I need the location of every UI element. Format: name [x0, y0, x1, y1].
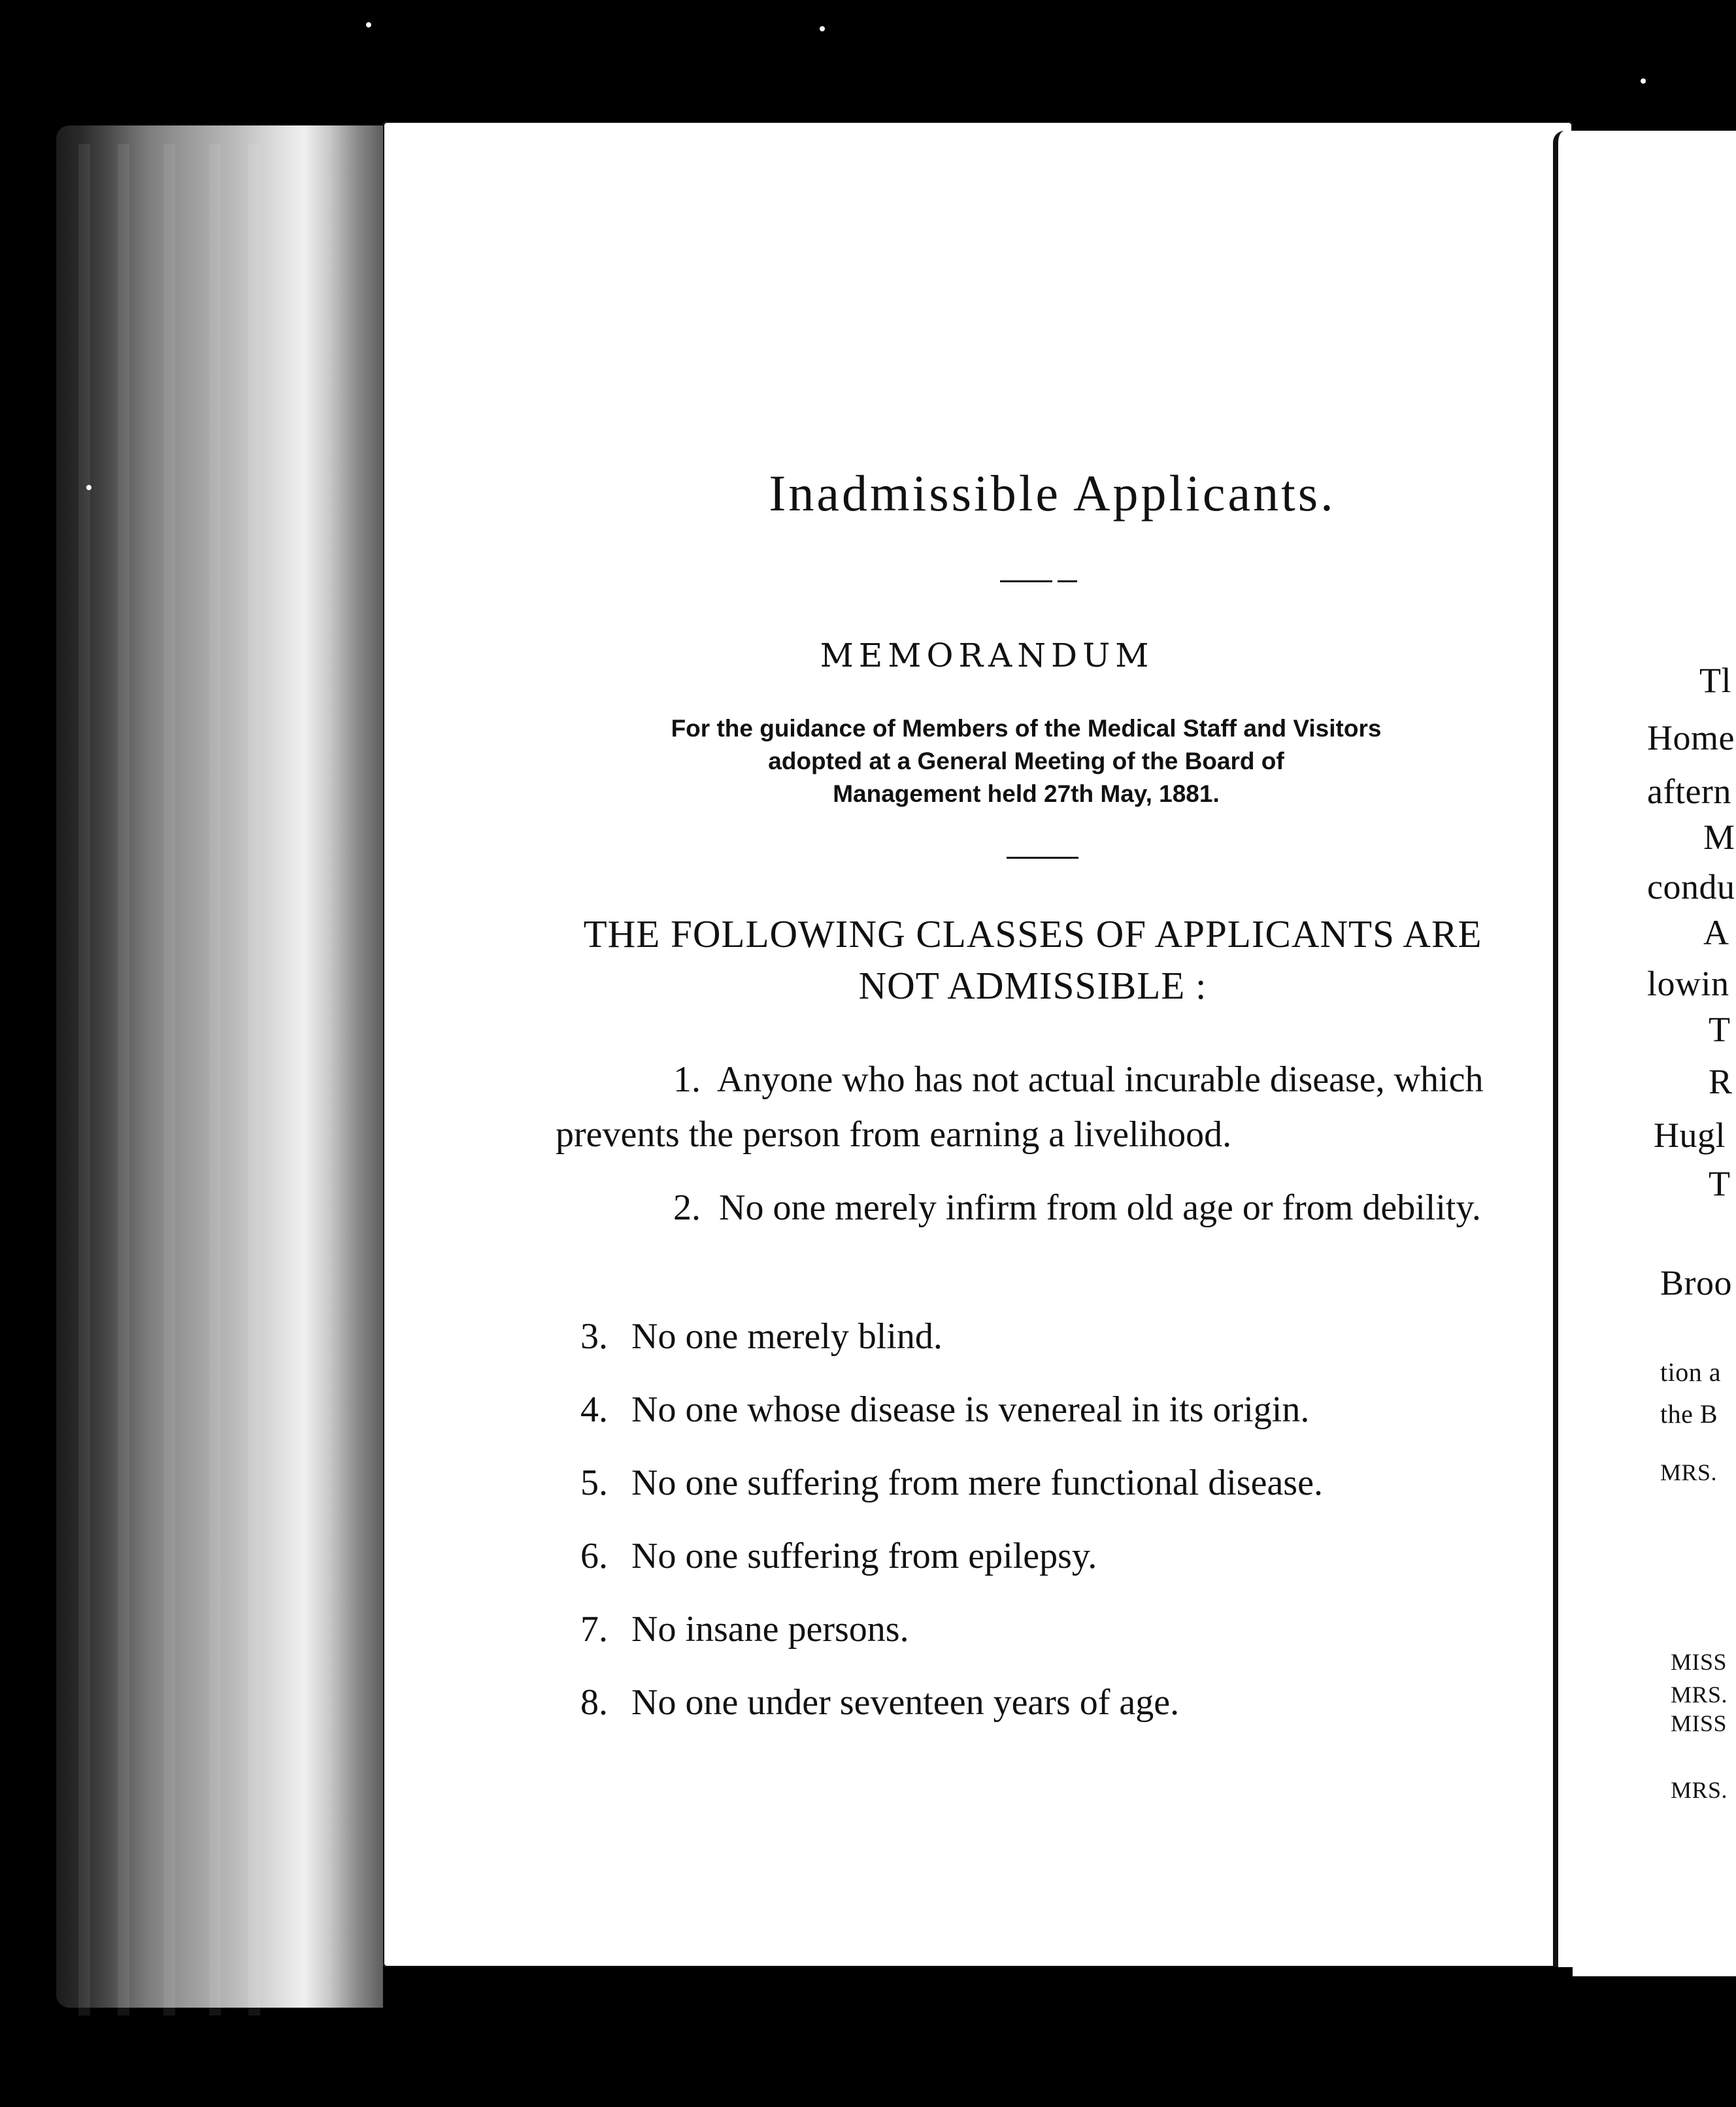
list-item [556, 1180, 1523, 1235]
section-rule [1007, 857, 1078, 859]
right-page-line: aftern [1647, 772, 1731, 811]
item-text: No one merely infirm from old age or from debility. [719, 1187, 1481, 1228]
dust-speck [366, 22, 371, 27]
item-number: 4. [580, 1389, 608, 1430]
right-page-line: MISS [1671, 1710, 1728, 1736]
item-number: 7. [580, 1609, 608, 1650]
edge-strip-4 [209, 144, 221, 2016]
list-item [556, 1309, 1523, 1364]
right-page-line: MISS [1671, 1649, 1728, 1675]
item-number: 8. [580, 1682, 608, 1723]
page-bottom-shadow [383, 1967, 1573, 2019]
right-page-line: Broo [1660, 1263, 1732, 1302]
right-page-line: Home [1647, 718, 1735, 757]
list-item [556, 1052, 1523, 1162]
memorandum-heading: MEMORANDUM [820, 637, 1154, 674]
right-page-line: Tl [1699, 661, 1731, 700]
guidance-line: For the guidance of Members of the Medical Staff and Visitors [671, 715, 1382, 742]
title-rule-2 [1058, 580, 1077, 582]
item-number: 1. [673, 1059, 701, 1100]
item-number: 5. [580, 1463, 608, 1503]
edge-strip-2 [118, 144, 129, 2016]
dust-speck [820, 26, 825, 31]
list-item [556, 1529, 1523, 1584]
item-number: 6. [580, 1536, 608, 1576]
list-item [556, 1675, 1523, 1730]
right-page-line: T [1709, 1010, 1731, 1049]
right-page-line: MRS. [1671, 1777, 1728, 1803]
item-text: Anyone who has not actual incurable disease, which prevents the person from earning a livelihood. [556, 1059, 1484, 1155]
document-title: Inadmissible Applicants. [769, 465, 1336, 522]
list-item [556, 1602, 1523, 1657]
classes-heading-line: THE FOLLOWING CLASSES OF APPLICANTS ARE [583, 912, 1482, 955]
edge-strip-3 [163, 144, 175, 2016]
right-page-line: M [1703, 818, 1735, 857]
right-page-line: MRS. [1671, 1682, 1728, 1708]
right-page-line: Hugl [1654, 1116, 1726, 1155]
right-page-line: MRS. [1660, 1459, 1718, 1485]
guidance-text [536, 712, 1516, 810]
guidance-line: adopted at a General Meeting of the Board of [768, 747, 1284, 774]
title-rule [1000, 580, 1052, 582]
item-text: No one suffering from mere functional disease. [631, 1463, 1323, 1503]
right-page-line: condu [1647, 867, 1735, 906]
right-page-line: tion a [1660, 1357, 1721, 1387]
right-page-line: lowin [1647, 964, 1729, 1003]
right-page-line: the B [1660, 1399, 1718, 1429]
classes-heading [549, 908, 1516, 1012]
item-text: No one suffering from epilepsy. [631, 1536, 1097, 1576]
dust-speck [86, 485, 92, 490]
item-number: 2. [673, 1187, 701, 1228]
right-page-line: T [1709, 1164, 1731, 1203]
item-text: No one under seventeen years of age. [631, 1682, 1180, 1723]
right-page-line: R [1709, 1062, 1733, 1101]
item-number: 3. [580, 1316, 608, 1357]
list-item [556, 1455, 1523, 1510]
item-text: No insane persons. [631, 1609, 909, 1650]
classes-heading-line: NOT ADMISSIBLE : [858, 964, 1207, 1008]
guidance-line: Management held 27th May, 1881. [833, 780, 1220, 807]
list-item [556, 1382, 1523, 1437]
edge-strip-1 [78, 144, 90, 2016]
dust-speck [1641, 78, 1646, 84]
item-text: No one merely blind. [631, 1316, 943, 1357]
item-text: No one whose disease is venereal in its origin. [631, 1389, 1310, 1430]
edge-strip-5 [248, 144, 260, 2016]
right-page-line: A [1703, 913, 1729, 952]
